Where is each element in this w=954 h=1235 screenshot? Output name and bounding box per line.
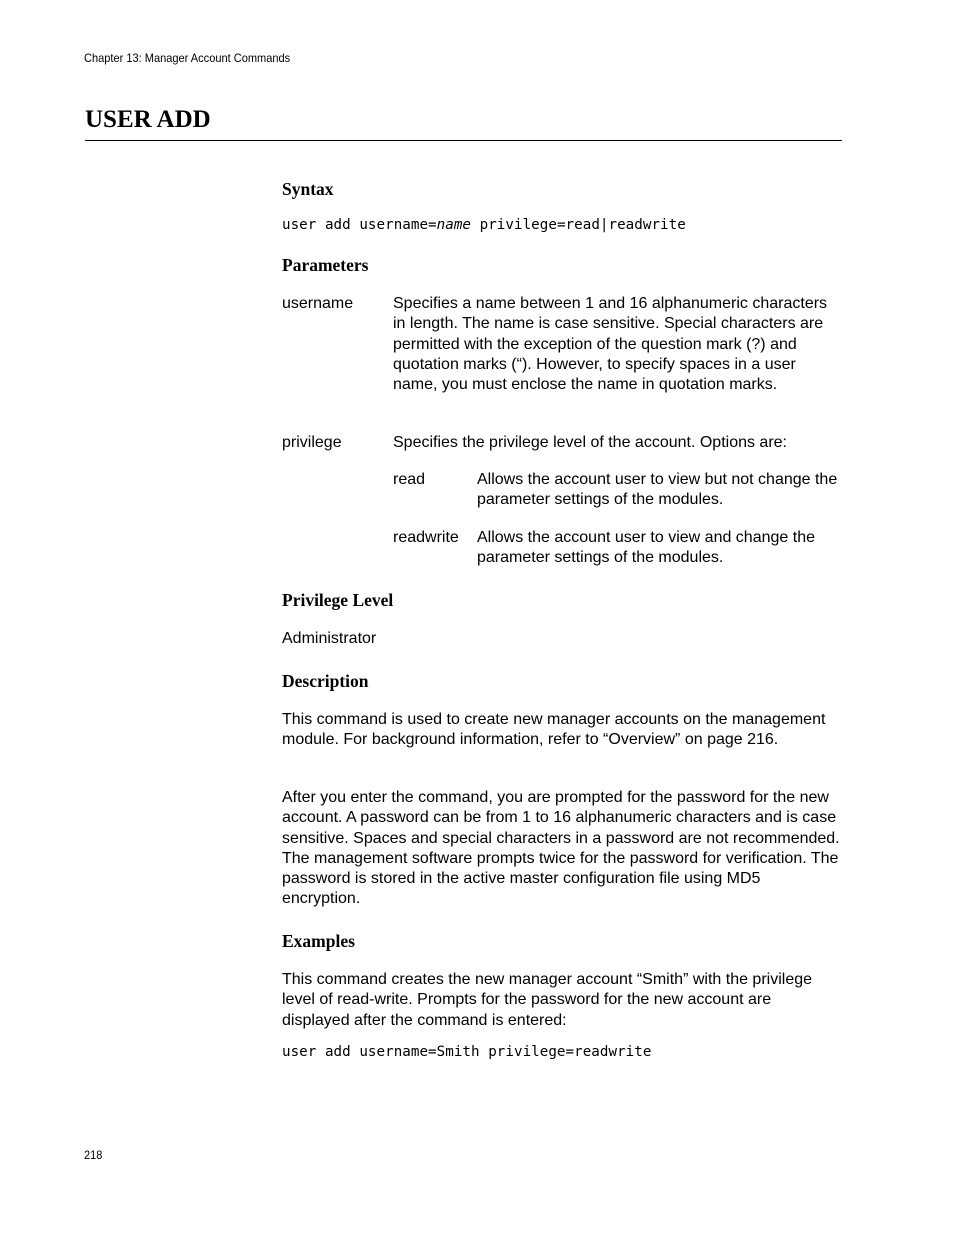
param-term-privilege: privilege <box>282 434 342 451</box>
option-term-readwrite: readwrite <box>393 529 459 546</box>
running-head: Chapter 13: Manager Account Commands <box>84 51 291 65</box>
examples-code: user add username=Smith privilege=readwrite <box>282 1044 652 1060</box>
syntax-code-prefix: user add username= <box>282 217 437 233</box>
description-paragraph-1: This command is used to create new manager accounts on the management module. For background information, refer to “Overview” on page 216. <box>282 711 826 749</box>
option-term-read: read <box>393 471 426 488</box>
syntax-heading: Syntax <box>282 179 334 199</box>
option-def-read: Allows the account user to view but not change the parameter settings of the modules. <box>477 471 838 509</box>
param-def-username: Specifies a name between 1 and 16 alphanumeric characters in length. The name is case sensitive. Special characters are permitted with the exception of the question mark (?) and quotation marks (“). However, to specify spaces in a user name, you must enclose the name in quotation marks. <box>393 295 828 394</box>
param-term-username: username <box>282 295 354 312</box>
examples-heading: Examples <box>282 931 355 951</box>
page-title: USER ADD <box>85 106 211 133</box>
privilege-level-heading: Privilege Level <box>282 590 394 610</box>
examples-paragraph: This command creates the new manager account “Smith” with the privilege level of read-write. Prompts for the password for the new account are displayed after the command is entered: <box>282 971 813 1029</box>
parameters-heading: Parameters <box>282 255 369 275</box>
page-number: 218 <box>84 1148 103 1162</box>
syntax-code-param: name <box>436 217 472 233</box>
syntax-code <box>282 217 686 233</box>
param-def-privilege: Specifies the privilege level of the account. Options are: <box>393 434 787 451</box>
description-heading: Description <box>282 671 369 691</box>
title-rule <box>85 140 842 141</box>
syntax-code-suffix: privilege=read|readwrite <box>471 217 686 233</box>
description-paragraph-2: After you enter the command, you are prompted for the password for the new account. A password can be from 1 to 16 alphanumeric characters and is case sensitive. Spaces and special characters in a password are not recommended. The management software prompts twice for the password for verification. The password is stored in the active master configuration file using MD5 encryption. <box>282 789 840 908</box>
option-def-readwrite: Allows the account user to view and change the parameter settings of the modules. <box>477 529 815 567</box>
privilege-level-value: Administrator <box>282 630 377 647</box>
